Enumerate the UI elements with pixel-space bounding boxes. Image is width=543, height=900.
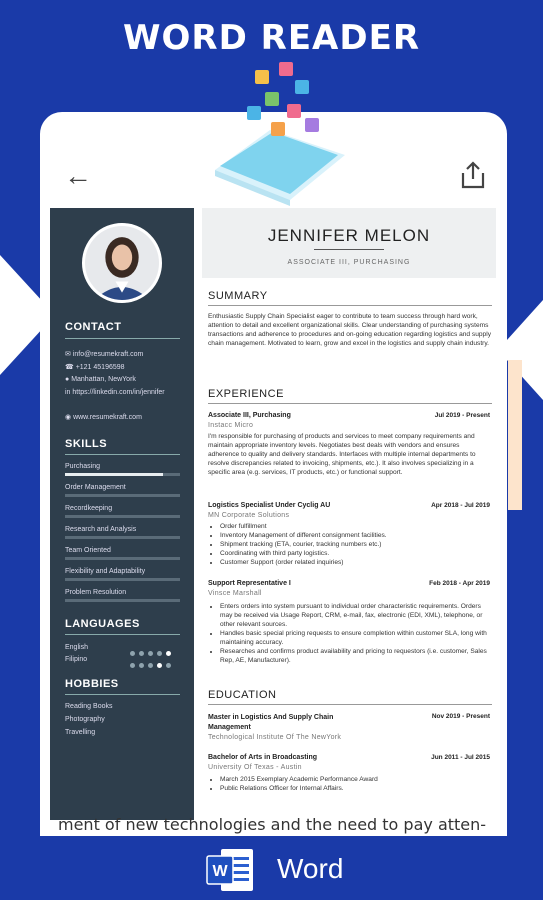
word-logo-icon	[205, 847, 255, 893]
rating-dot	[130, 663, 135, 668]
contact-linkedin	[65, 389, 185, 397]
back-arrow-icon[interactable]: ←	[64, 160, 92, 191]
divider	[65, 454, 180, 455]
job-title: Associate III, Purchasing	[208, 412, 291, 419]
education-date: Nov 2019 - Present	[431, 713, 490, 720]
skill-label: Research and Analysis	[65, 526, 137, 533]
job-company: MN Corporate Solutions	[208, 512, 290, 519]
job-bullets	[220, 602, 490, 665]
skill-bar	[65, 578, 180, 581]
experience-heading: EXPERIENCE	[208, 388, 284, 400]
language-label: Filipino	[65, 656, 88, 663]
skill-bar	[65, 494, 180, 497]
divider	[314, 249, 384, 250]
bullet-item: • Shipment tracking (ETA, courier, tracking numbers etc.)	[220, 540, 490, 549]
contact-website	[65, 413, 142, 421]
footer-bar	[18, 836, 528, 900]
globe-icon: ◉	[65, 414, 72, 421]
bullet-item: • Customer Support (order related inquiries)	[220, 558, 490, 567]
education-title: Master in Logistics And Supply Chain Management	[208, 714, 334, 731]
skill-bar	[65, 473, 180, 476]
bullet-item: • Inventory Management of different consignment facilities.	[220, 531, 490, 540]
resume-name: JENNIFER MELON	[267, 226, 431, 245]
divider	[208, 704, 492, 705]
skill-bar	[65, 536, 180, 539]
location-text: Manhattan, NewYork	[71, 376, 136, 383]
skill-bar	[65, 599, 180, 602]
app-title: WORD READER	[123, 18, 420, 58]
skill-label: Flexibility and Adaptability	[65, 568, 146, 575]
skill-label: Team Oriented	[65, 547, 111, 554]
contact-location	[65, 376, 136, 383]
skills-heading: SKILLS	[65, 438, 108, 450]
website-text: www.resumekraft.com	[73, 414, 142, 421]
linkedin-icon: in	[65, 389, 71, 396]
skill-label: Problem Resolution	[65, 589, 127, 596]
hobby-item: Travelling	[65, 729, 96, 736]
divider	[208, 403, 492, 404]
language-rating	[130, 655, 175, 673]
skill-label: Recordkeeping	[65, 505, 113, 512]
footer-app-name: Word	[277, 853, 344, 884]
email-text: info@resumekraft.com	[72, 351, 144, 358]
rating-dot	[166, 663, 171, 668]
hobby-item: Photography	[65, 716, 105, 723]
skill-label: Purchasing	[65, 463, 101, 470]
phone-icon: ☎	[65, 364, 74, 371]
job-description: I'm responsible for purchasing of products and services to meet company requirements and maintain appropriate inventory levels. Negotiates best deals with vendors and ensures adherence to quality and delivery standards. Interfaces with multiple internal departments to resolve discrepancies related to invoicing, shipments, etc.). It also involves specializing in a specific area (e.g. services, IT products, etc.) or functional support.	[208, 433, 476, 476]
education-title: Bachelor of Arts in Broadcasting	[208, 754, 318, 761]
phone-apps-illustration	[195, 60, 355, 220]
hobbies-heading: HOBBIES	[65, 678, 119, 690]
skill-bar	[65, 557, 180, 560]
skill-label: Order Management	[65, 484, 126, 491]
education-heading: EDUCATION	[208, 689, 277, 701]
education-date: Jun 2011 - Jul 2015	[431, 754, 490, 761]
skill-bar-fill	[65, 473, 163, 476]
profile-photo	[82, 223, 162, 303]
background-document-text: ment of new technologies and the need to pay atten-	[58, 815, 487, 834]
job-title: Logistics Specialist Under Cyclig AU	[208, 502, 331, 509]
summary-heading: SUMMARY	[208, 290, 268, 302]
job-date: Feb 2018 - Apr 2019	[429, 580, 490, 587]
summary-text: Enthusiastic Supply Chain Specialist eager to contribute to team success through hard work, attention to detail and excellent organizational skills. Clear understanding of purchasing systems transactions and adherence to procedures and on-going education regarding logistics and supply chain management. Motivated to learn, grow and excel in the logistics and supply chain industry.	[208, 313, 491, 347]
education-school: University Of Texas - Austin	[208, 764, 302, 771]
job-date: Jul 2019 - Present	[434, 412, 490, 419]
education-bullets	[220, 775, 490, 793]
resume-main	[202, 208, 500, 820]
education-school: Technological Institute Of The NewYork	[208, 734, 342, 741]
divider	[65, 694, 180, 695]
divider	[65, 634, 180, 635]
bullet-item: • Order fulfillment	[220, 522, 490, 531]
job-company: Vinsce Marshall	[208, 590, 262, 597]
job-date: Apr 2018 - Jul 2019	[431, 502, 490, 509]
bullet-item: • Researches and confirms product availability and pricing to requestors (i.e. customer, Sales Rep, AE, Manufacturer).	[220, 647, 490, 665]
rating-dot	[148, 663, 153, 668]
linkedin-text: https://linkedin.com/in/jennifer	[72, 389, 165, 396]
rating-dot	[157, 663, 162, 668]
bullet-item: • Coordinating with third party logistics.	[220, 549, 490, 558]
bullet-item: • March 2015 Exemplary Academic Performance Award	[220, 775, 490, 784]
resume-header	[202, 208, 496, 278]
bullet-item: • Public Relations Officer for Internal Affairs.	[220, 784, 490, 793]
divider	[65, 338, 180, 339]
resume-role: ASSOCIATE III, PURCHASING	[287, 259, 411, 266]
hobby-item: Reading Books	[65, 703, 113, 710]
skill-bar	[65, 515, 180, 518]
share-icon[interactable]	[458, 160, 488, 190]
language-label: English	[65, 644, 88, 651]
resume-sidebar	[50, 208, 194, 820]
location-icon: ●	[65, 376, 70, 383]
bullet-item: • Enters orders into system pursuant to individual order characteristic requirements. Orders may be received via Usage Report, CRM, e-mail, fax, electronic (EDI, XML), telephone, or other relevant sources.	[220, 602, 490, 629]
divider	[208, 305, 492, 306]
svg-text:W: W	[212, 863, 228, 880]
job-company: Instacc Micro	[208, 422, 254, 429]
job-title: Support Representative I	[208, 580, 291, 587]
job-bullets	[220, 522, 490, 567]
contact-email	[65, 350, 143, 358]
decor-strip	[508, 360, 522, 510]
rating-dot	[139, 663, 144, 668]
languages-heading: LANGUAGES	[65, 618, 140, 630]
mail-icon: ✉	[65, 351, 71, 358]
resume-document	[50, 208, 500, 820]
phone-text: +121 45196598	[75, 364, 125, 371]
bullet-item: • Handles basic special pricing requests to ensure completion within customer SLA, long with maintaining accuracy.	[220, 629, 490, 647]
contact-phone	[65, 363, 125, 371]
contact-heading: CONTACT	[65, 321, 122, 333]
